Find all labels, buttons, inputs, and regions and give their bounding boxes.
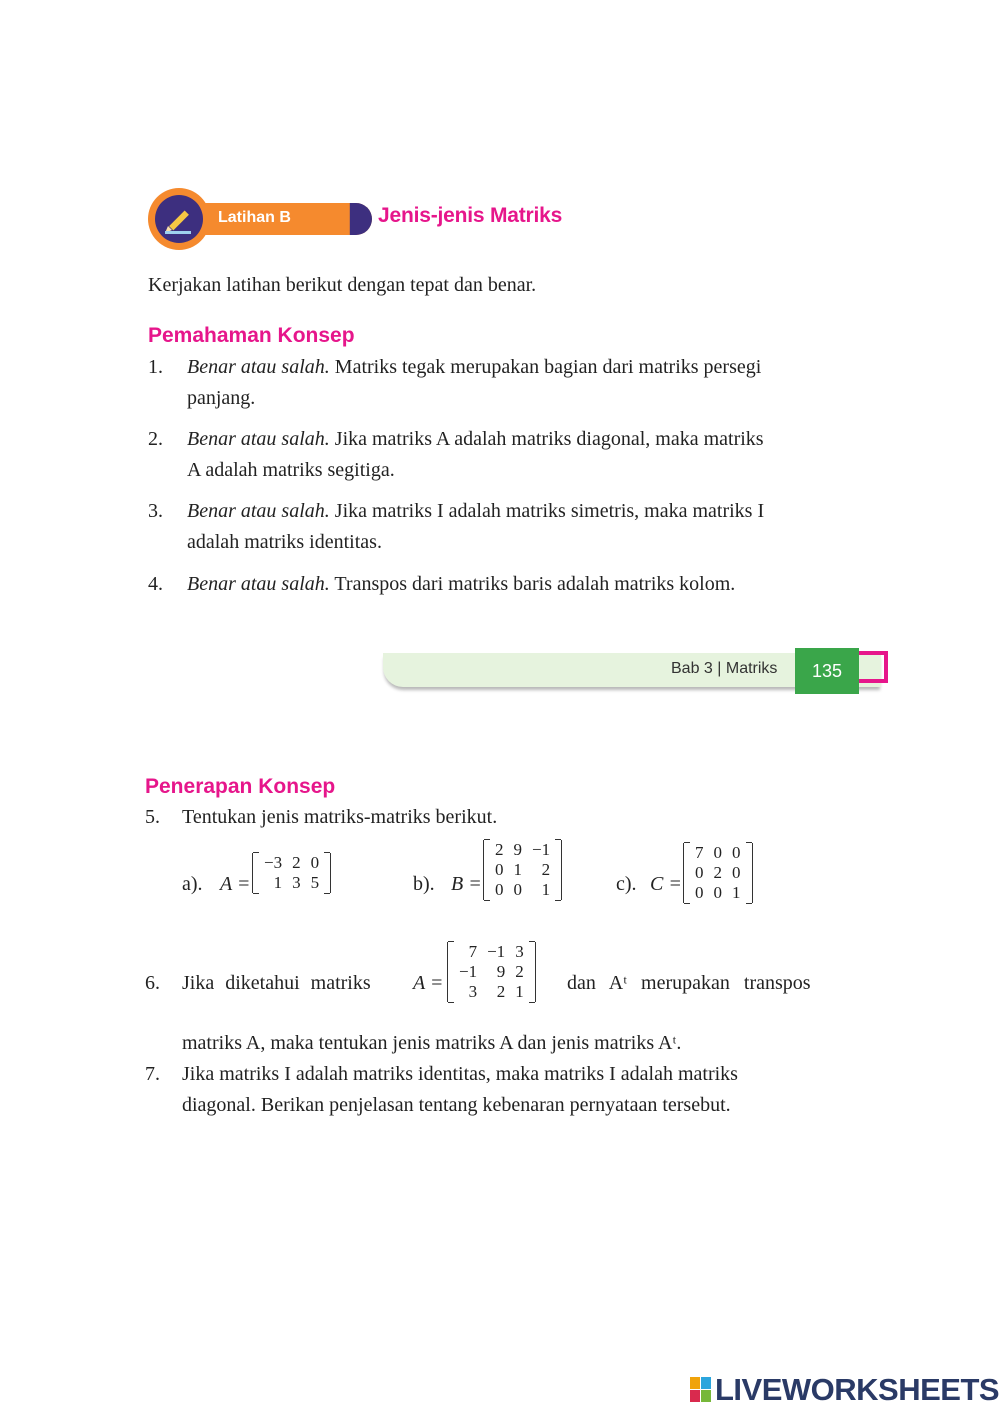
matrix-cell: 3 <box>468 982 478 1001</box>
matrix-name: C = <box>650 873 682 895</box>
matrix-cell: 7 <box>468 942 478 961</box>
question-text: Matriks tegak merupakan bagian dari matriks persegi <box>334 356 762 378</box>
question-lead: Benar atau salah. <box>187 500 330 522</box>
matrix-cell: −1 <box>459 962 478 981</box>
question-lead: Benar atau salah. <box>187 428 330 450</box>
matrix-cell: 0 <box>695 883 704 902</box>
matrix-cell: 1 <box>541 880 551 899</box>
exercise-badge <box>148 188 374 250</box>
matrix-cell: 2 <box>495 840 504 859</box>
matrix-cell: 0 <box>310 853 320 872</box>
matrix-cell: 0 <box>513 880 522 899</box>
matrix-b <box>483 840 562 900</box>
question-number: 7. <box>145 1063 160 1085</box>
question-text: Transpos dari matriks baris adalah matriks kolom. <box>334 573 736 595</box>
matrix-cell: 3 <box>515 942 524 961</box>
pencil-ruler-icon <box>155 195 203 243</box>
matrix-cell: 0 <box>713 843 722 862</box>
question-text: Tentukan jenis matriks-matriks berikut. <box>182 806 498 828</box>
chapter-label: Bab 3 | Matriks <box>671 660 778 677</box>
liveworksheets-logo <box>690 1372 999 1408</box>
matrix-cell: 2 <box>713 863 722 882</box>
intro-text: Kerjakan latihan berikut dengan tepat dan benar. <box>148 274 537 296</box>
question-text-cont: diagonal. Berikan penjelasan tentang kebenaran pernyataan tersebut. <box>182 1094 731 1116</box>
matrix-cell: 2 <box>496 982 506 1001</box>
question-text-cont: adalah matriks identitas. <box>187 531 382 553</box>
question-number: 6. <box>145 972 160 994</box>
page-footer <box>383 648 888 694</box>
matrix-cell: 9 <box>513 840 522 859</box>
question-number: 2. <box>148 428 163 450</box>
matrix-q6 <box>447 942 536 1002</box>
page-number: 135 <box>795 648 859 694</box>
badge-label: Latihan B <box>218 209 291 226</box>
question-number: 1. <box>148 356 163 378</box>
matrix-cell: 2 <box>541 860 551 879</box>
matrix-cell: −1 <box>532 840 551 859</box>
badge-circle <box>148 188 210 250</box>
question-text-cont: dan Aᵗ merupakan transpos <box>567 972 811 994</box>
matrix-cell: 3 <box>292 873 301 892</box>
logo-text: LIVEWORKSHEETS <box>715 1372 1000 1407</box>
heading-pemahaman: Pemahaman Konsep <box>148 324 355 347</box>
question-number: 3. <box>148 500 163 522</box>
matrix-name: B = <box>451 873 482 895</box>
matrix-cell: 0 <box>495 860 504 879</box>
question-number: 4. <box>148 573 163 595</box>
item-label: b). <box>413 873 435 895</box>
matrix-cell: 0 <box>695 863 704 882</box>
matrix-cell: 0 <box>495 880 504 899</box>
question-lead: Benar atau salah. <box>187 573 330 595</box>
question-text-cont: panjang. <box>187 387 256 409</box>
question-number: 5. <box>145 806 160 828</box>
matrix-cell: 0 <box>713 883 722 902</box>
heading-penerapan: Penerapan Konsep <box>145 775 336 798</box>
matrix-cell: 0 <box>732 843 741 862</box>
question-text: Jika matriks I adalah matriks identitas, maka matriks I adalah matriks <box>182 1063 738 1085</box>
question-lead: Benar atau salah. <box>187 356 330 378</box>
matrix-cell: 5 <box>310 873 320 892</box>
matrix-cell: −1 <box>487 942 506 961</box>
matrix-cell: 7 <box>695 843 704 862</box>
matrix-cell: −3 <box>264 853 283 872</box>
question-text-line2: matriks A, maka tentukan jenis matriks A dan jenis matriks Aᵗ. <box>182 1032 682 1054</box>
matrix-cell: 9 <box>496 962 506 981</box>
item-label: c). <box>616 873 637 895</box>
liveworksheets-icon <box>690 1377 712 1403</box>
section-title: Jenis-jenis Matriks <box>378 204 563 227</box>
matrix-cell: 1 <box>732 883 741 902</box>
matrix-cell: 1 <box>513 860 522 879</box>
matrix-cell: 1 <box>273 873 283 892</box>
matrix-name: A = <box>220 873 251 895</box>
matrix-a <box>252 853 331 893</box>
question-text: Jika matriks I adalah matriks simetris, maka matriks I <box>334 500 765 522</box>
question-text-cont: A adalah matriks segitiga. <box>187 459 395 481</box>
matrix-name: A = <box>413 972 444 994</box>
matrix-cell: 0 <box>732 863 741 882</box>
matrix-c <box>683 843 753 903</box>
footer-accent <box>859 651 888 683</box>
matrix-cell: 2 <box>515 962 524 981</box>
question-text: Jika matriks A adalah matriks diagonal, maka matriks <box>334 428 764 450</box>
matrix-cell: 2 <box>292 853 301 872</box>
matrix-cell: 1 <box>515 982 524 1001</box>
item-label: a). <box>182 873 203 895</box>
question-text: Jika diketahui matriks <box>182 972 371 994</box>
